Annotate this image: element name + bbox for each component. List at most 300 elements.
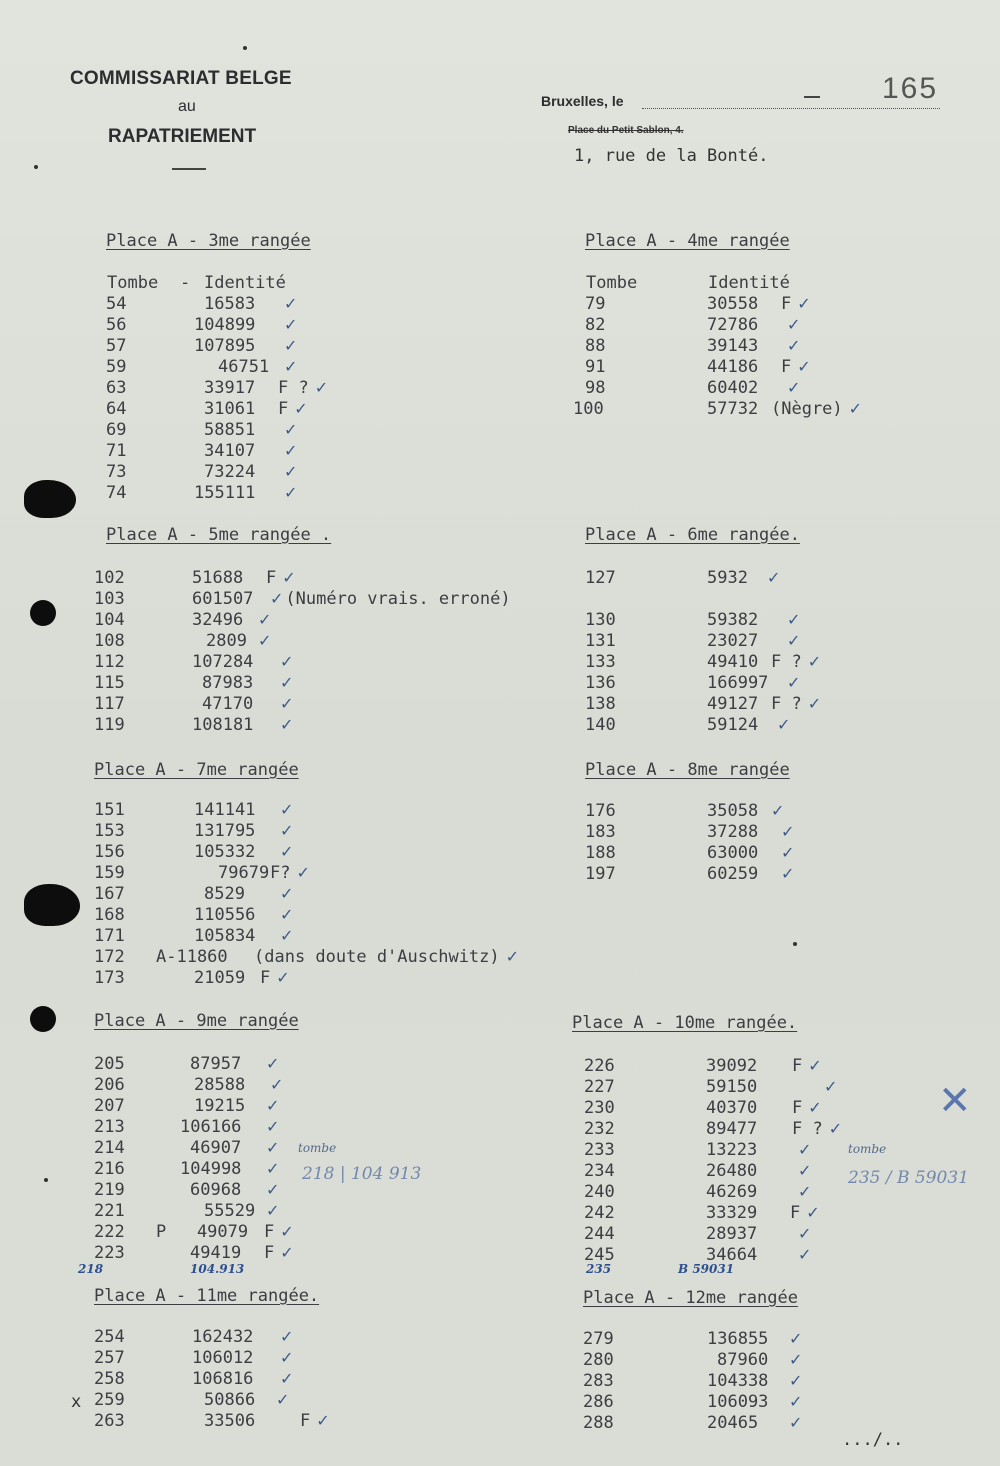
tombe-number: 91 [585, 357, 606, 377]
check-mark-icon: ✓ [280, 905, 294, 924]
identity-number: 141141 [194, 800, 256, 820]
check-mark-icon: ✓ [798, 1161, 812, 1180]
tombe-number: 168 [94, 905, 125, 925]
check-mark-icon: ✓ [280, 715, 294, 734]
row-note [278, 357, 297, 377]
tombe-number: 245 [584, 1245, 615, 1265]
tombe-number: 283 [583, 1371, 614, 1391]
tombe-number: 288 [583, 1413, 614, 1433]
identity-number: 104338 [707, 1371, 769, 1391]
col-head-identite: Identité [708, 273, 790, 293]
identity-number: 28588 [194, 1075, 246, 1095]
tombe-number: 82 [585, 315, 606, 335]
section-title: Place A - 8me rangée [585, 760, 790, 780]
identity-number: 37288 [707, 822, 759, 842]
identity-number: 23027 [707, 631, 759, 651]
row-note [792, 1140, 811, 1160]
check-mark-icon: ✓ [806, 1203, 820, 1222]
punch-hole-icon [30, 600, 56, 626]
tombe-number: 103 [94, 589, 125, 609]
row-note [252, 610, 271, 630]
tombe-number: 73 [106, 462, 127, 482]
identity-number: 31061 [204, 399, 256, 419]
check-mark-icon: ✓ [828, 1119, 843, 1138]
identity-number: 19215 [194, 1096, 246, 1116]
tombe-number: 69 [106, 420, 127, 440]
identity-number: 57732 [707, 399, 759, 419]
check-mark-icon: ✓ [280, 884, 294, 903]
note-text: F [792, 1056, 803, 1076]
tombe-number: 153 [94, 821, 125, 841]
tombe-number: 222 [94, 1222, 125, 1242]
org-name-line1: COMMISSARIAT BELGE [70, 68, 292, 89]
row-note [274, 715, 293, 735]
identity-number: 105834 [194, 926, 256, 946]
check-mark-icon: ✓ [284, 336, 298, 355]
identity-number: 59124 [707, 715, 759, 735]
section-title: Place A - 5me rangée . [106, 525, 332, 545]
tombe-number: 88 [585, 336, 606, 356]
check-mark-icon: ✓ [316, 1411, 330, 1430]
row-note [278, 378, 328, 398]
identity-number: 106093 [707, 1392, 769, 1412]
identity-number: 162432 [192, 1327, 254, 1347]
tombe-number: 197 [585, 864, 616, 884]
handwritten-218-marker: 218 [78, 1262, 104, 1276]
row-note [274, 694, 293, 714]
identity-number: 87983 [202, 673, 254, 693]
row-note [264, 1222, 294, 1242]
check-mark-icon: ✓ [280, 673, 294, 692]
row-note [274, 1348, 293, 1368]
identity-number: 87957 [190, 1054, 242, 1074]
check-mark-icon: ✓ [280, 1222, 294, 1241]
row-note [792, 1098, 822, 1118]
identity-number: 49410 [707, 652, 759, 672]
punch-hole-icon [24, 480, 76, 518]
row-note [270, 589, 511, 609]
identity-number: 46269 [706, 1182, 758, 1202]
check-mark-icon: ✓ [258, 631, 272, 650]
identity-number: 136855 [707, 1329, 769, 1349]
identity-number: 60259 [707, 864, 759, 884]
check-mark-icon: ✓ [284, 462, 298, 481]
check-mark-icon: ✓ [505, 947, 520, 966]
identity-number: 131795 [194, 821, 256, 841]
identity-number: 34107 [204, 441, 256, 461]
tombe-number: 206 [94, 1075, 125, 1095]
identity-number: 155111 [194, 483, 256, 503]
ink-speck [243, 46, 247, 50]
row-note [254, 947, 519, 967]
tombe-number: 227 [584, 1077, 615, 1097]
identity-number: 106012 [192, 1348, 254, 1368]
check-mark-icon: ✓ [807, 694, 822, 713]
handwritten-104913-marker: 104.913 [190, 1262, 245, 1276]
row-note [765, 801, 784, 821]
identity-number: 89477 [706, 1119, 758, 1139]
row-note [260, 968, 290, 988]
handwritten-tombe-note: tombe [298, 1141, 337, 1155]
check-mark-icon: ✓ [296, 863, 310, 882]
identity-number: 5932 [707, 568, 748, 588]
tombe-number: 172 [94, 947, 125, 967]
identity-number: 59382 [707, 610, 759, 630]
row-note [278, 399, 308, 419]
date-dash [804, 96, 820, 98]
row-note [771, 399, 862, 419]
tombe-number: 233 [584, 1140, 615, 1160]
tombe-number: 242 [584, 1203, 615, 1223]
row-note [781, 294, 811, 314]
note-text: F [781, 294, 792, 314]
identity-number: 73224 [204, 462, 256, 482]
check-mark-icon: ✓ [798, 1224, 812, 1243]
identity-number: 30558 [707, 294, 759, 314]
check-mark-icon: ✓ [280, 652, 294, 671]
tombe-number: 221 [94, 1201, 125, 1221]
check-mark-icon: ✓ [787, 315, 801, 334]
tombe-number: 213 [94, 1117, 125, 1137]
row-note [266, 568, 296, 588]
row-note [270, 863, 310, 883]
identity-number: 107895 [194, 336, 256, 356]
tombe-number: 131 [585, 631, 616, 651]
punch-hole-icon [24, 884, 80, 926]
page-number: 165 [882, 72, 939, 105]
check-mark-icon: ✓ [280, 1243, 294, 1262]
check-mark-icon: ✓ [848, 399, 863, 418]
handwritten-59031-marker: B 59031 [678, 1262, 735, 1276]
org-name-line3: RAPATRIEMENT [108, 126, 257, 147]
row-note [792, 1056, 822, 1076]
check-mark-icon: ✓ [787, 610, 801, 629]
check-mark-icon: ✓ [280, 1327, 294, 1346]
note-text: F ? [771, 652, 802, 672]
check-mark-icon: ✓ [266, 1138, 280, 1157]
row-note [792, 1119, 842, 1139]
row-note [781, 631, 800, 651]
row-note [761, 568, 780, 588]
tombe-number: 57 [106, 336, 127, 356]
note-text: F [790, 1203, 801, 1223]
tombe-number: 223 [94, 1243, 125, 1263]
identity-number: 32496 [192, 610, 244, 630]
row-note [278, 483, 297, 503]
col-head-dash: - [180, 273, 191, 293]
tombe-number: 156 [94, 842, 125, 862]
identity-number: 39143 [707, 336, 759, 356]
check-mark-icon: ✓ [789, 1350, 803, 1369]
check-mark-icon: ✓ [280, 1348, 294, 1367]
identity-number: 104899 [194, 315, 256, 335]
row-note [781, 378, 800, 398]
check-mark-icon: ✓ [266, 1201, 280, 1220]
row-note [781, 610, 800, 630]
check-mark-icon: ✓ [771, 801, 785, 820]
tombe-number: 214 [94, 1138, 125, 1158]
date-dotted-line [642, 108, 940, 109]
row-note [792, 1182, 811, 1202]
row-note [775, 822, 794, 842]
identity-number: 108181 [192, 715, 254, 735]
tombe-number: 100 [573, 399, 604, 419]
tombe-number: 56 [106, 315, 127, 335]
tombe-number: 216 [94, 1159, 125, 1179]
tombe-number: 140 [585, 715, 616, 735]
continuation-mark: .../.. [842, 1430, 904, 1450]
identity-number: 601507 [192, 589, 254, 609]
row-note [278, 315, 297, 335]
identity-number: 110556 [194, 905, 256, 925]
identity-number: 166997 [707, 673, 769, 693]
letterhead-rule [172, 168, 206, 170]
section-title: Place A - 4me rangée [585, 231, 790, 251]
check-mark-icon: ✓ [824, 1077, 838, 1096]
tombe-number: 207 [94, 1096, 125, 1116]
section-title: Place A - 7me rangée [94, 760, 299, 780]
tombe-number: 173 [94, 968, 125, 988]
tombe-number: 286 [583, 1392, 614, 1412]
punch-hole-icon [30, 1006, 56, 1032]
row-note [781, 336, 800, 356]
row-note [260, 1054, 279, 1074]
tombe-number: 244 [584, 1224, 615, 1244]
row-note [278, 441, 297, 461]
note-text: F ? [278, 378, 309, 398]
check-mark-icon: ✓ [294, 399, 308, 418]
row-note [274, 800, 293, 820]
identity-number: 35058 [707, 801, 759, 821]
check-mark-icon: ✓ [276, 1390, 290, 1409]
tombe-number: 234 [584, 1161, 615, 1181]
identity-number: 55529 [204, 1201, 256, 1221]
tombe-number: 258 [94, 1369, 125, 1389]
identity-number: 28937 [706, 1224, 758, 1244]
check-mark-icon: ✓ [798, 1182, 812, 1201]
row-note [274, 673, 293, 693]
identity-number: 46907 [190, 1138, 242, 1158]
tombe-number: 257 [94, 1348, 125, 1368]
check-mark-icon: ✓ [808, 1098, 822, 1117]
check-mark-icon: ✓ [284, 483, 298, 502]
tombe-number: 159 [94, 863, 125, 883]
section-title: Place A - 3me rangée [106, 231, 311, 251]
tombe-number: 232 [584, 1119, 615, 1139]
identity-number: 8529 [204, 884, 245, 904]
tombe-number: 64 [106, 399, 127, 419]
tombe-number: 240 [584, 1182, 615, 1202]
row-note [781, 315, 800, 335]
check-mark-icon: ✓ [270, 589, 284, 608]
row-note [274, 652, 293, 672]
check-mark-icon: ✓ [767, 568, 781, 587]
ink-speck [793, 942, 797, 946]
identity-number: 59150 [706, 1077, 758, 1097]
handwritten-reference-235: 235 / B 59031 [848, 1168, 969, 1188]
blue-cross-mark-icon: ✕ [938, 1078, 972, 1124]
check-mark-icon: ✓ [787, 336, 801, 355]
identity-number: 104998 [180, 1159, 242, 1179]
tombe-number: 74 [106, 483, 127, 503]
tombe-number: 98 [585, 378, 606, 398]
row-note [260, 1159, 279, 1179]
note-text: (Numéro vrais. erroné) [285, 589, 511, 609]
row-note [783, 1350, 802, 1370]
tombe-number: 183 [585, 822, 616, 842]
check-mark-icon: ✓ [282, 568, 296, 587]
check-mark-icon: ✓ [781, 864, 795, 883]
identity-number: 106166 [180, 1117, 242, 1137]
row-note [792, 1161, 811, 1181]
note-text: F [264, 1222, 275, 1242]
row-note [771, 715, 790, 735]
col-head-tombe: Tombe [586, 273, 638, 293]
identity-number: 72786 [707, 315, 759, 335]
row-note [775, 864, 794, 884]
tombe-number: 151 [94, 800, 125, 820]
tombe-number: 136 [585, 673, 616, 693]
identity-number: 107284 [192, 652, 254, 672]
check-mark-icon: ✓ [314, 378, 329, 397]
row-note [252, 631, 271, 651]
tombe-number: 167 [94, 884, 125, 904]
tombe-number: 130 [585, 610, 616, 630]
identity-number: 50866 [204, 1390, 256, 1410]
tombe-number: 63 [106, 378, 127, 398]
row-note [278, 462, 297, 482]
identity-number: 51688 [192, 568, 244, 588]
check-mark-icon: ✓ [787, 631, 801, 650]
note-text: F ? [792, 1119, 823, 1139]
note-text: F [781, 357, 792, 377]
identity-number: 21059 [194, 968, 246, 988]
row-note [274, 884, 293, 904]
check-mark-icon: ✓ [280, 694, 294, 713]
row-note [260, 1180, 279, 1200]
identity-number: 44186 [707, 357, 759, 377]
check-mark-icon: ✓ [797, 294, 811, 313]
tombe-number: 188 [585, 843, 616, 863]
section-title: Place A - 6me rangée. [585, 525, 800, 545]
check-mark-icon: ✓ [797, 357, 811, 376]
row-note [274, 926, 293, 946]
row-note [300, 1411, 330, 1431]
note-text: F [260, 968, 271, 988]
tombe-number: 133 [585, 652, 616, 672]
col-head-identite: Identité [204, 273, 286, 293]
row-note [278, 294, 297, 314]
tombe-number: 54 [106, 294, 127, 314]
row-note [781, 357, 811, 377]
org-name-line2: au [178, 98, 196, 115]
section-title: Place A - 10me rangée. [572, 1013, 798, 1033]
identity-number: 60968 [190, 1180, 242, 1200]
check-mark-icon: ✓ [781, 843, 795, 862]
row-note [264, 1075, 283, 1095]
check-mark-icon: ✓ [284, 441, 298, 460]
check-mark-icon: ✓ [280, 842, 294, 861]
handwritten-reference-218: 218 | 104 913 [302, 1164, 422, 1184]
check-mark-icon: ✓ [789, 1413, 803, 1432]
section-title: Place A - 12me rangée [583, 1288, 798, 1308]
tombe-number: 59 [106, 357, 127, 377]
identity-number: 34664 [706, 1245, 758, 1265]
identity-number: 26480 [706, 1161, 758, 1181]
tombe-number: 117 [94, 694, 125, 714]
tombe-number: 230 [584, 1098, 615, 1118]
ink-speck [44, 1178, 48, 1182]
row-note [783, 1329, 802, 1349]
check-mark-icon: ✓ [798, 1245, 812, 1264]
check-mark-icon: ✓ [807, 652, 822, 671]
tombe-number: 280 [583, 1350, 614, 1370]
col-head-tombe: Tombe [107, 273, 159, 293]
check-mark-icon: ✓ [789, 1392, 803, 1411]
row-note [783, 1371, 802, 1391]
identity-number: 63000 [707, 843, 759, 863]
tombe-number: 119 [94, 715, 125, 735]
tombe-number: 71 [106, 441, 127, 461]
check-mark-icon: ✓ [280, 821, 294, 840]
row-note [274, 842, 293, 862]
check-mark-icon: ✓ [266, 1054, 280, 1073]
identity-number: 2809 [206, 631, 247, 651]
note-text: F [266, 568, 277, 588]
row-note [792, 1245, 811, 1265]
note-text: F [300, 1411, 311, 1431]
handwritten-235-marker: 235 [586, 1262, 612, 1276]
tombe-number: 226 [584, 1056, 615, 1076]
margin-x-mark: x [71, 1392, 82, 1412]
identity-number: 87960 [717, 1350, 769, 1370]
check-mark-icon: ✓ [777, 715, 791, 734]
tombe-number: 112 [94, 652, 125, 672]
tombe-number: 263 [94, 1411, 125, 1431]
check-mark-icon: ✓ [280, 800, 294, 819]
check-mark-icon: ✓ [787, 673, 801, 692]
old-address-struck: Place du Petit Sablon, 4. [568, 125, 684, 136]
identity-number: 49127 [707, 694, 759, 714]
row-note [278, 336, 297, 356]
identity-number: 33506 [204, 1411, 256, 1431]
identity-number: 46751 [218, 357, 270, 377]
tombe-number: 279 [583, 1329, 614, 1349]
check-mark-icon: ✓ [266, 1117, 280, 1136]
tombe-number: 79 [585, 294, 606, 314]
row-note [771, 694, 821, 714]
note-text: (Nègre) [771, 399, 843, 419]
check-mark-icon: ✓ [789, 1329, 803, 1348]
check-mark-icon: ✓ [284, 315, 298, 334]
address: 1, rue de la Bonté. [574, 146, 769, 166]
row-note [264, 1243, 294, 1263]
tombe-number: 259 [94, 1390, 125, 1410]
note-text: F ? [771, 694, 802, 714]
identity-number: 49419 [190, 1243, 242, 1263]
check-mark-icon: ✓ [787, 378, 801, 397]
identity-number: 60402 [707, 378, 759, 398]
row-note [775, 843, 794, 863]
tombe-number: 176 [585, 801, 616, 821]
identity-number: 47170 [202, 694, 254, 714]
row-note [260, 1138, 279, 1158]
identity-number: 106816 [192, 1369, 254, 1389]
identity-number: P 49079 [156, 1222, 249, 1242]
identity-number: 58851 [204, 420, 256, 440]
identity-number: 79679 [218, 863, 270, 883]
identity-number: 40370 [706, 1098, 758, 1118]
